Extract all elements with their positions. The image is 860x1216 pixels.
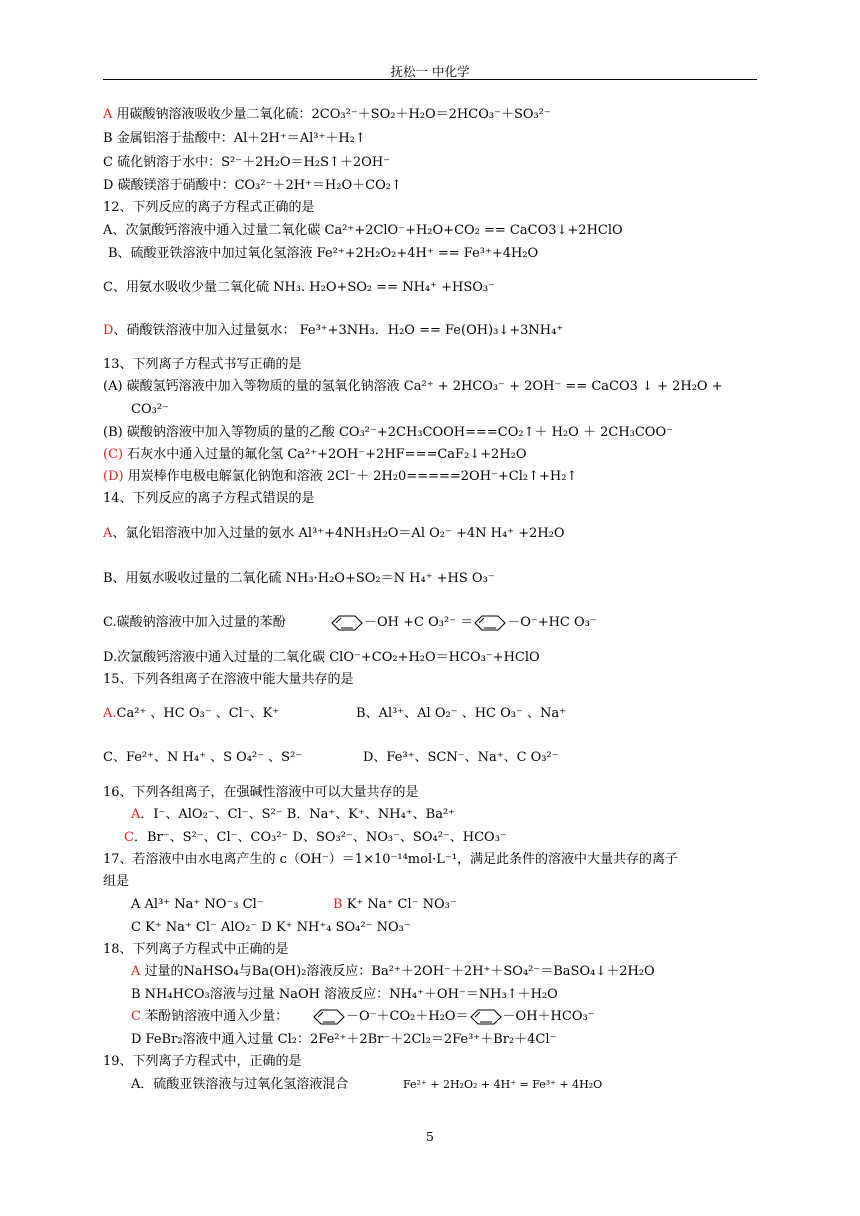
text-line — [103, 873, 129, 891]
line-text: 碳酸镁溶于硝酸中：CO₃²⁻＋2H⁺＝H₂O＋CO₂↑ — [113, 178, 402, 193]
line-text: 15、下列各组离子在溶液中能大量共存的是 — [103, 672, 354, 687]
text-line — [103, 322, 563, 340]
line-text: 金属铝溶于盐酸中：Al＋2H⁺＝Al³⁺＋H₂↑ — [112, 131, 366, 146]
text-line — [131, 919, 411, 937]
line-text: C.碳酸钠溶液中加入过量的苯酚 — [103, 615, 286, 630]
eq14c-part2: －O⁻+HC O₃⁻ — [507, 615, 597, 630]
text-line — [124, 829, 507, 847]
line-text: 用碳酸钠溶液吸收少量二氧化硫：2CO₃²⁻＋SO₂＋H₂O＝2HCO₃⁻＋SO₃²⁻ — [112, 107, 551, 122]
text-line — [103, 851, 678, 869]
line-text: D FeBr₂溶液中通入过量 Cl₂：2Fe²⁺＋2Br⁻＋2Cl₂＝2Fe³⁺＋Br₂＋4Cl⁻ — [131, 1032, 557, 1047]
line-text: 14、下列反应的离子方程式错误的是 — [103, 491, 315, 506]
line-text: K⁺ Na⁺ Cl⁻ NO₃⁻ — [342, 897, 457, 912]
option-label: C — [103, 155, 113, 170]
option-label: (D) — [103, 469, 124, 484]
line-text: B、Al³⁺、Al O₂⁻ 、HC O₃⁻ 、Na⁺ — [356, 706, 566, 721]
text-line — [103, 525, 565, 543]
text-line — [131, 806, 455, 824]
line-text: ．Br⁻、S²⁻、Cl⁻、CO₃²⁻ D、SO₃²⁻、NO₃⁻、SO₄²⁻、HCO₃⁻ — [133, 830, 507, 845]
text-line — [103, 177, 402, 195]
option-label: C — [124, 830, 134, 845]
line-text: Ca²⁺ 、HC O₃⁻ 、Cl⁻、K⁺ — [116, 706, 280, 721]
line-text: 13、下列离子方程式书写正确的是 — [103, 357, 302, 372]
text-line — [103, 570, 495, 588]
line-text: D、Fe³⁺、SCN⁻、Na⁺、C O₃²⁻ — [363, 750, 559, 765]
text-line — [333, 896, 457, 914]
text-line — [103, 705, 279, 723]
line-text: (A) 碳酸氢钙溶液中加入等物质的量的氢氧化钠溶液 Ca²⁺ + 2HCO₃⁻ + 2OH⁻ == CaCO3 ↓ + 2H₂O + — [103, 379, 723, 394]
text-line — [103, 1053, 302, 1071]
option-label: A — [131, 807, 141, 822]
text-line — [356, 705, 566, 723]
eq18c-part2: －OH＋HCO₃⁻ — [502, 1009, 595, 1024]
text-line — [108, 245, 538, 263]
text-line — [131, 896, 264, 914]
text-line — [131, 1076, 348, 1094]
line-text: 19、下列离子方程式中，正确的是 — [103, 1054, 302, 1069]
text-line — [131, 963, 655, 981]
header-rule — [103, 79, 757, 80]
option-label: A — [103, 107, 113, 122]
text-line — [103, 749, 302, 767]
benzene-ring-icon — [473, 615, 507, 631]
line-text: 16、下列各组离子，在强碱性溶液中可以大量共存的是 — [103, 785, 419, 800]
line-text: 、硝酸铁溶液中加入过量氨水： Fe³⁺+3NH₃．H₂O == Fe(OH)₃↓+3NH₄⁺ — [113, 323, 564, 338]
page-header: 抚松一 中化学 — [390, 64, 470, 79]
text-line — [131, 1031, 556, 1049]
line-text: A Al³⁺ Na⁺ NO⁻₃ Cl⁻ — [131, 897, 264, 912]
text-line — [103, 378, 723, 396]
text-line — [403, 1076, 602, 1094]
eq18c-part1: －O⁻＋CO₂＋H₂O＝ — [346, 1009, 469, 1024]
line-text: 12、下列反应的离子方程式正确的是 — [103, 200, 315, 215]
text-line — [103, 130, 366, 148]
option-label: B — [333, 897, 343, 912]
benzene-ring-icon — [469, 1009, 503, 1025]
page-number: 5 — [426, 1129, 434, 1144]
line-text: 组是 — [103, 874, 130, 889]
line-text: 17、若溶液中由水电离产生的 c（OH⁻）＝1×10⁻¹⁴mol·L⁻¹，满足此条件的溶液中大量共存的离子 — [103, 852, 678, 867]
equation-14c — [330, 614, 597, 632]
text-line — [103, 784, 419, 802]
text-line — [103, 279, 495, 297]
text-line — [103, 468, 577, 486]
text-line — [103, 106, 551, 124]
line-text: B、用氨水吸收过量的二氧化硫 NH₃·H₂O+SO₂＝N H₄⁺ +HS O₃⁻ — [103, 571, 495, 586]
line-text: 、氯化铝溶液中加入过量的氨水 Al³⁺+4NH₃H₂O＝Al O₂⁻ +4N H₄⁺ +2H₂O — [112, 526, 565, 541]
line-text: 18、下列离子方程式中正确的是 — [103, 942, 289, 957]
text-line — [103, 614, 286, 632]
line-text: 过量的NaHSO₄与Ba(OH)₂溶液反应：Ba²⁺＋2OH⁻＋2H⁺＋SO₄²⁻＝BaSO₄↓＋2H₂O — [140, 964, 655, 979]
line-text: C、用氨水吸收少量二氧化硫 NH₃. H₂O+SO₂ == NH₄⁺ +HSO₃⁻ — [103, 280, 495, 295]
text-line — [103, 154, 390, 172]
option-label: C — [131, 1009, 141, 1024]
line-text: ．I⁻、AlO₂⁻、Cl⁻、S²⁻ B．Na⁺、K⁺、NH₄⁺、Ba²⁺ — [140, 807, 456, 822]
option-label: B — [103, 131, 113, 146]
line-text: 石灰水中通入过量的氟化氢 Ca²⁺+2OH⁻+2HF===CaF₂↓+2H₂O — [123, 447, 527, 462]
option-label: (C) — [103, 447, 124, 462]
text-line — [131, 986, 558, 1004]
text-line — [103, 649, 540, 667]
option-label: A. — [103, 706, 117, 721]
text-line — [103, 356, 302, 374]
line-text: 用炭棒作电极电解氯化钠饱和溶液 2Cl⁻＋ 2H₂0=====2OH⁻+Cl₂↑+H₂↑ — [123, 469, 578, 484]
option-label: A — [131, 964, 141, 979]
line-text: C K⁺ Na⁺ Cl⁻ AlO₂⁻ D K⁺ NH⁺₄ SO₄²⁻ NO₃⁻ — [131, 920, 411, 935]
text-line — [103, 424, 673, 442]
eq14c-part1: －OH +C O₃²⁻ ＝ — [364, 615, 474, 630]
line-text: (B) 碳酸钠溶液中加入等物质的量的乙酸 CO₃²⁻+2CH₃COOH===CO₂↑＋ H₂O ＋ 2CH₃COO⁻ — [103, 425, 673, 440]
line-text: 硫化钠溶于水中：S²⁻＋2H₂O＝H₂S↑＋2OH⁻ — [112, 155, 391, 170]
line-text: A、次氯酸钙溶液中通入过量二氧化碳 Ca²⁺+2ClO⁻+H₂O+CO₂ == CaCO3↓+2HClO — [103, 223, 623, 238]
equation-18c — [312, 1008, 595, 1026]
benzene-ring-icon — [312, 1009, 346, 1025]
line-text: CO₃²⁻ — [131, 402, 169, 417]
line-text: B NH₄HCO₃溶液与过量 NaOH 溶液反应：NH₄⁺＋OH⁻＝NH₃↑＋H₂O — [131, 987, 558, 1002]
text-line — [103, 446, 527, 464]
option-label: A — [103, 526, 113, 541]
text-line — [103, 941, 289, 959]
text-line — [103, 671, 354, 689]
line-text: D.次氯酸钙溶液中通入过量的二氧化碳 ClO⁻+CO₂+H₂O＝HCO₃⁻+HClO — [103, 650, 540, 665]
option-label: D — [103, 178, 114, 193]
text-line — [131, 1008, 288, 1026]
line-text: A．硫酸亚铁溶液与过氧化氢溶液混合 — [131, 1077, 349, 1092]
text-line — [103, 490, 315, 508]
text-line — [363, 749, 559, 767]
option-label: D — [103, 323, 114, 338]
benzene-ring-icon — [330, 615, 364, 631]
line-text: Fe²⁺ + 2H₂O₂ + 4H⁺ = Fe³⁺ + 4H₂O — [403, 1078, 603, 1091]
line-text: C、Fe²⁺、N H₄⁺ 、S O₄²⁻ 、S²⁻ — [103, 750, 303, 765]
text-line — [131, 401, 169, 419]
line-text: 苯酚钠溶液中通入少量： — [140, 1009, 289, 1024]
line-text: B、硫酸亚铁溶液中加过氧化氢溶液 Fe²⁺+2H₂O₂+4H⁺ == Fe³⁺+4H₂O — [108, 246, 539, 261]
text-line — [103, 222, 623, 240]
text-line — [103, 199, 315, 217]
